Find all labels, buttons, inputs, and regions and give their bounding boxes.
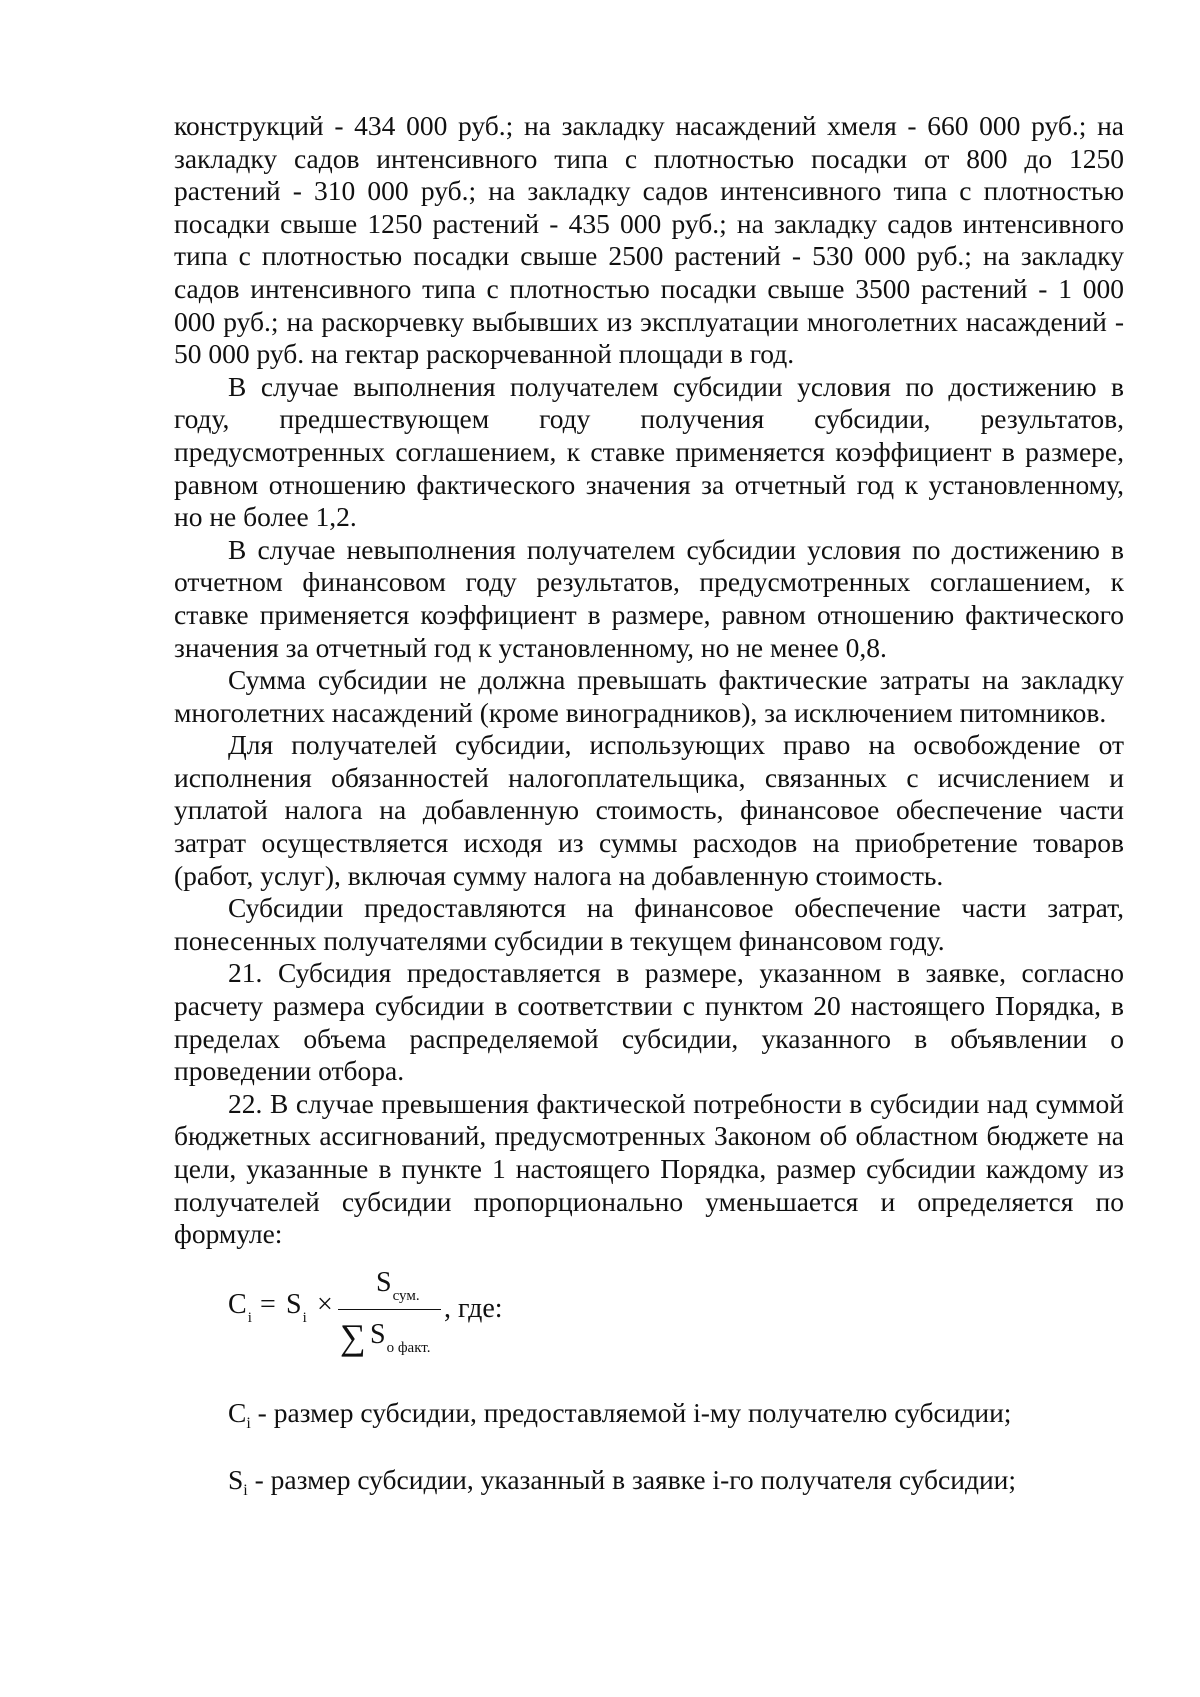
formula-si: $S_i$: [286, 1288, 307, 1326]
formula-denominator: $S_{о факт.}$: [370, 1318, 431, 1356]
paragraph-current-year-costs: Субсидии предоставляются на финансовое обеспечение части затрат, понесенных получателями субсидии в текущем финансовом году.: [174, 892, 1124, 956]
paragraph-coefficient-decrease: В случае невыполнения получателем субсидии условия по достижению в отчетном финансовом году результатов, предусмотренных соглашением, к ставке применяется коэффициент в размере, равном отношению фактического значения за отчетный год к установленному, но не менее 0,8.: [174, 533, 1124, 663]
formula-numerator: $S_{сум.}$: [376, 1266, 420, 1304]
formula-equals: =: [260, 1288, 276, 1320]
formula-times: ×: [317, 1288, 333, 1320]
paragraph-coefficient-increase: В случае выполнения получателем субсидии условия по достижению в году, предшествующем году получения субсидии, результатов, предусмотренных соглашением, к ставке применяется коэффициент в размере, равном отношению фактического значения за отчетный год к установленному, но не более 1,2.: [174, 370, 1124, 533]
formula-suffix: , где:: [444, 1292, 503, 1324]
paragraph-subsidy-limit: Сумма субсидии не должна превышать фактические затраты на закладку многолетних насаждений (кроме виноградников), за исключением питомников.: [174, 664, 1124, 728]
fraction-line: [338, 1309, 441, 1311]
document-page: [174, 110, 1124, 1532]
paragraph-clause-22: 22. В случае превышения фактической потребности в субсидии над суммой бюджетных ассигнований, предусмотренных Законом об областном бюджете на цели, указанные в пункте 1 настоящего Порядка, размер субсидии каждому из получателей субсидии пропорционально уменьшается и определяется по формуле:: [174, 1087, 1124, 1250]
definition-ci: $C_i$ - размер субсидии, предоставляемой i-му получателю субсидии;: [228, 1396, 1012, 1432]
subsidy-formula: [174, 1259, 1124, 1369]
definition-si: $S_i$ - размер субсидии, указанный в заявке i-го получателя субсидии;: [228, 1464, 1017, 1500]
paragraph-clause-21: 21. Субсидия предоставляется в размере, указанном в заявке, согласно расчету размера субсидии в соответствии с пунктом 20 настоящего Порядка, в пределах объема распределяемой субсидии, указанного в объявлении о проведении отбора.: [174, 957, 1124, 1087]
paragraph-rates-continued: конструкций - 434 000 руб.; на закладку насаждений хмеля - 660 000 руб.; на закладку садов интенсивного типа с плотностью посадки от 800 до 1250 растений - 310 000 руб.; на закладку садов интенсивного типа с плотностью посадки свыше 1250 растений - 435 000 руб.; на закладку садов интенсивного типа с плотностью посадки свыше 2500 растений - 530 000 руб.; на закладку садов интенсивного типа с плотностью посадки свыше 3500 растений - 1 000 000 руб.; на раскорчевку выбывших из эксплуатации многолетних насаждений - 50 000 руб. на гектар раскорчеванной площади в год.: [174, 110, 1124, 370]
formula-definitions: [174, 1397, 1124, 1502]
formula-sigma: ∑: [340, 1316, 366, 1357]
formula-lhs: $C_i$: [228, 1288, 252, 1326]
paragraph-vat-exemption: Для получателей субсидии, использующих право на освобождение от исполнения обязанностей налогоплательщика, связанных с исчислением и уплатой налога на добавленную стоимость, финансовое обеспечение части затрат осуществляется исходя из суммы расходов на приобретение товаров (работ, услуг), включая сумму налога на добавленную стоимость.: [174, 729, 1124, 891]
